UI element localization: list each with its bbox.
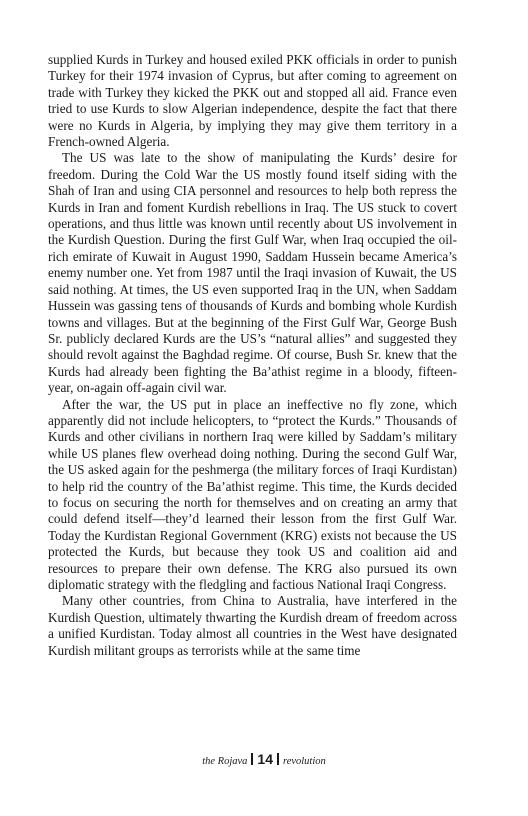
running-footer xyxy=(0,751,528,769)
paragraph-continued: supplied Kurds in Turkey and housed exiled PKK officials in order to punish Turkey for their 1974 invasion of Cyprus, but after coming to agreement on trade with Turkey they kicked the PKK out and stopped all aid. France even tried to use Kurds to slow Algerian independence, despite the fact that there were no Kurds in Algeria, by implying they may give them territory in a French-owned Algeria. xyxy=(48,52,457,150)
body-text xyxy=(48,52,457,659)
footer-divider-left xyxy=(251,753,253,765)
footer-book-title: the Rojava xyxy=(202,756,248,767)
paragraph-us-involvement: The US was late to the show of manipulating the Kurds’ desire for freedom. During the Cold War the US mostly found itself siding with the Shah of Iran and using CIA personnel and resources to help both repress the Kurds in Iran and foment Kurdish rebellions in Iraq. The US stuck to covert operations, and thus little was known until recently about US involvement in the Kurdish Question. During the first Gulf War, when Iraq occupied the oil-rich emirate of Kuwait in August 1990, Saddam Hussein became America’s enemy number one. Yet from 1987 until the Iraqi invasion of Kuwait, the US said nothing. At times, the US even supported Iraq in the UN, when Saddam Hussein was gassing tens of thousands of Kurds and bombing whole Kurdish towns and villages. But at the beginning of the First Gulf War, George Bush Sr. publicly declared Kurds are the US’s “natural allies” and suggested they should revolt against the Baghdad regime. Of course, Bush Sr. knew that the Kurds had already been fighting the Ba’athist regime in a bloody, fifteen-year, on-again off-again civil war. xyxy=(48,150,457,396)
paragraph-after-war: After the war, the US put in place an ineffective no fly zone, which apparently did not include helicopters, to “protect the Kurds.” Thousands of Kurds and other civilians in northern Iraq were killed by Saddam’s military while US planes flew overhead doing nothing. During the second Gulf War, the US asked again for the peshmerga (the military forces of Iraqi Kurdistan) to help rid the country of the Ba’athist regime. This time, the Kurds decided to focus on securing the north for themselves and on creating an army that could defend itself—they’d learned their lesson from the first Gulf War. Today the Kurdistan Regional Government (KRG) exists not because the US protected the Kurds, but because they took US and coalition aid and resources to prepare their own defense. The KRG also pursued its own diplomatic strategy with the fledgling and factious National Iraqi Congress. xyxy=(48,396,457,592)
footer-book-subtitle: revolution xyxy=(283,756,326,767)
footer-divider-right xyxy=(277,753,279,765)
page-number: 14 xyxy=(257,751,273,767)
paragraph-other-countries: Many other countries, from China to Australia, have interfered in the Kurdish Question, ultimately thwarting the Kurdish dream of freedom across a unified Kurdistan. Today almost all countries in the West have designated Kurdish militant groups as terrorists while at the same time xyxy=(48,593,457,658)
